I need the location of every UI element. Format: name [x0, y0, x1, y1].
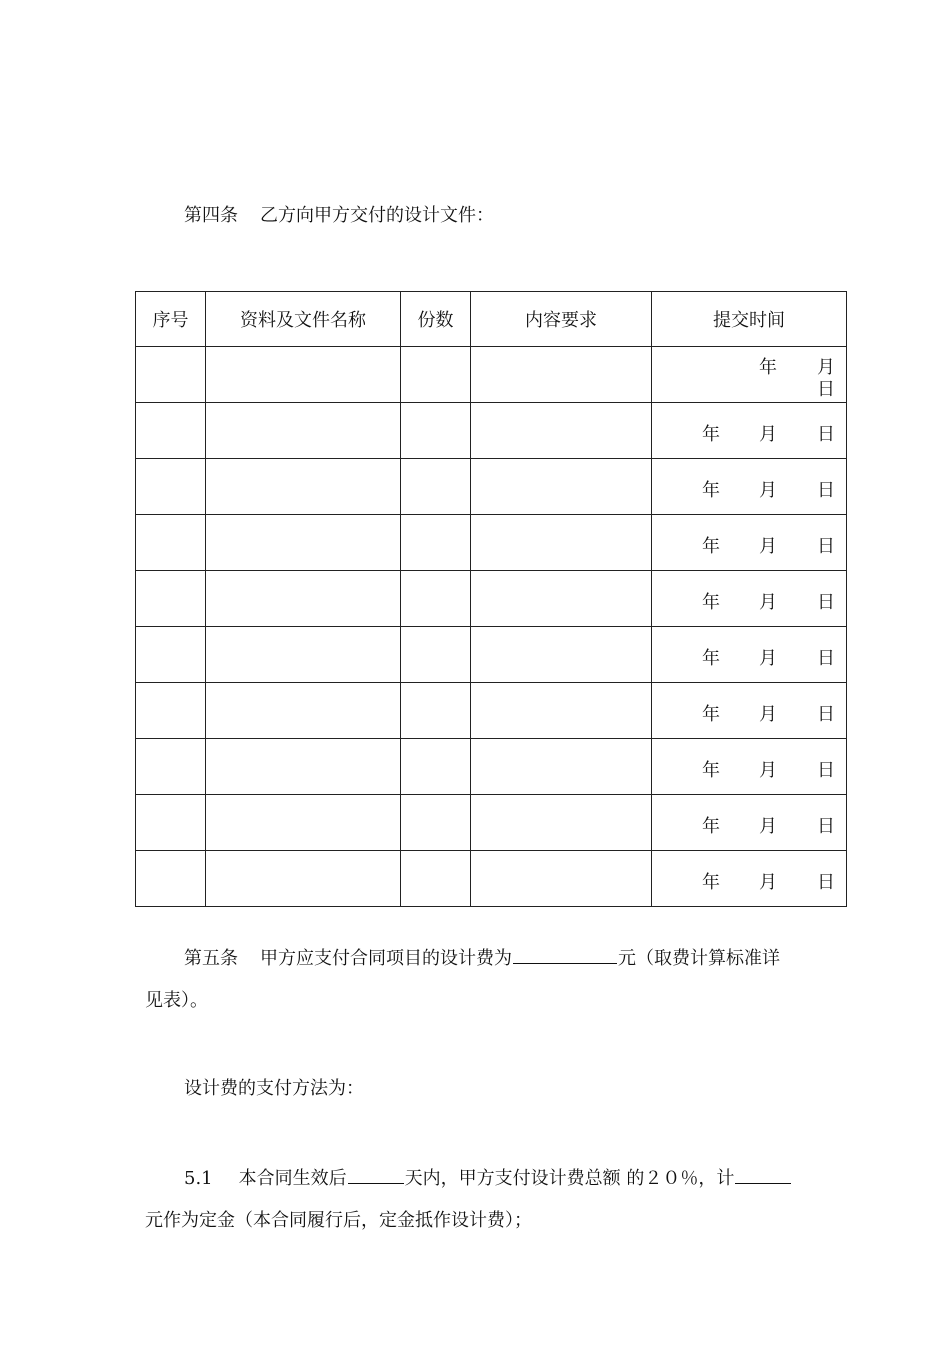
cell-copies[interactable]: [401, 795, 471, 851]
header-file-name: 资料及文件名称: [206, 292, 401, 347]
cell-file-name[interactable]: [206, 403, 401, 459]
date-month-label: 月: [759, 760, 777, 781]
cell-serial[interactable]: [136, 627, 206, 683]
deposit-amount-blank[interactable]: [735, 1165, 791, 1184]
date-month-label: 月: [759, 648, 777, 669]
date-year-label: 年: [702, 648, 720, 669]
cell-submission-time[interactable]: [652, 851, 847, 907]
cell-copies[interactable]: [401, 739, 471, 795]
article-5-label: 第五条: [184, 948, 238, 969]
clause-5-1-line2: 元作为定金（本合同履行后，定金抵作设计费）；: [145, 1210, 532, 1231]
cell-copies[interactable]: [401, 347, 471, 403]
cell-serial[interactable]: [136, 459, 206, 515]
cell-submission-time[interactable]: [652, 515, 847, 571]
cell-serial[interactable]: [136, 571, 206, 627]
cell-file-name[interactable]: [206, 347, 401, 403]
date-day-label: 日: [817, 592, 835, 613]
cell-submission-time[interactable]: [652, 347, 847, 403]
date-day-label: 日: [817, 704, 835, 725]
cell-content-requirements[interactable]: [471, 851, 652, 907]
date-field: [652, 851, 846, 906]
article-5-text-after: 元（取费计算标准详: [618, 948, 780, 969]
table-row: [136, 571, 847, 627]
cell-file-name[interactable]: [206, 627, 401, 683]
date-year-label: 年: [702, 704, 720, 725]
date-year-label: 年: [702, 592, 720, 613]
days-blank[interactable]: [348, 1165, 404, 1184]
table-body: [136, 347, 847, 907]
table-row: [136, 347, 847, 403]
cell-copies[interactable]: [401, 459, 471, 515]
cell-content-requirements[interactable]: [471, 683, 652, 739]
article-5-line2: 见表）。: [145, 990, 208, 1011]
cell-content-requirements[interactable]: [471, 795, 652, 851]
date-month-label: 月: [759, 704, 777, 725]
cell-content-requirements[interactable]: [471, 347, 652, 403]
date-year-label: 年: [702, 424, 720, 445]
header-serial: 序号: [136, 292, 206, 347]
cell-content-requirements[interactable]: [471, 403, 652, 459]
cell-submission-time[interactable]: [652, 795, 847, 851]
date-month-label: 月: [759, 424, 777, 445]
table-row: [136, 683, 847, 739]
cell-copies[interactable]: [401, 851, 471, 907]
table-row: [136, 627, 847, 683]
cell-submission-time[interactable]: [652, 571, 847, 627]
payment-method: 设计费的支付方法为：: [184, 1078, 364, 1099]
cell-copies[interactable]: [401, 683, 471, 739]
cell-copies[interactable]: [401, 571, 471, 627]
date-year-label: 年: [702, 872, 720, 893]
date-day-label: 日: [817, 760, 835, 781]
date-month-label: 月: [759, 536, 777, 557]
date-day-label: 日: [817, 424, 835, 445]
date-day-label: 日: [817, 536, 835, 557]
design-fee-blank[interactable]: [513, 945, 617, 964]
date-month-label: 月: [817, 357, 835, 378]
date-field: [652, 683, 846, 738]
header-copies: 份数: [401, 292, 471, 347]
cell-content-requirements[interactable]: [471, 459, 652, 515]
clause-5-1-part1: 本合同生效后: [238, 1168, 347, 1189]
date-field: [652, 403, 846, 458]
cell-submission-time[interactable]: [652, 739, 847, 795]
table-row: [136, 851, 847, 907]
date-day-label: 日: [817, 648, 835, 669]
date-month-label: 月: [759, 480, 777, 501]
cell-file-name[interactable]: [206, 515, 401, 571]
article-5: [184, 945, 780, 971]
date-day-label: 日: [817, 816, 835, 837]
date-field: [652, 627, 846, 682]
cell-copies[interactable]: [401, 403, 471, 459]
table-row: [136, 459, 847, 515]
date-field: [652, 515, 846, 570]
cell-serial[interactable]: [136, 403, 206, 459]
cell-copies[interactable]: [401, 627, 471, 683]
header-content-requirements: 内容要求: [471, 292, 652, 347]
cell-content-requirements[interactable]: [471, 739, 652, 795]
cell-file-name[interactable]: [206, 459, 401, 515]
date-field: [652, 795, 846, 850]
article-4: [184, 204, 494, 228]
date-field: [652, 739, 846, 794]
date-year-label: 年: [702, 760, 720, 781]
cell-submission-time[interactable]: [652, 683, 847, 739]
cell-content-requirements[interactable]: [471, 571, 652, 627]
cell-serial[interactable]: [136, 347, 206, 403]
design-files-table: [135, 291, 847, 907]
date-year-label: 年: [702, 816, 720, 837]
table-row: [136, 515, 847, 571]
article-5-text: 甲方应支付合同项目的设计费为: [260, 948, 512, 969]
date-field: [652, 347, 846, 402]
table-header-row: [136, 292, 847, 347]
cell-file-name[interactable]: [206, 851, 401, 907]
cell-content-requirements[interactable]: [471, 627, 652, 683]
date-day-label: 日: [817, 379, 835, 400]
date-month-label: 月: [759, 816, 777, 837]
clause-5-1: [184, 1165, 792, 1191]
cell-submission-time[interactable]: [652, 627, 847, 683]
clause-5-1-part2: 天内，甲方支付设计费总额 的２０％，计: [404, 1168, 735, 1189]
date-year-label: 年: [702, 480, 720, 501]
cell-file-name[interactable]: [206, 683, 401, 739]
header-submission-time: 提交时间: [652, 292, 847, 347]
date-month-label: 月: [759, 872, 777, 893]
date-day-label: 日: [817, 872, 835, 893]
date-year-label: 年: [759, 357, 777, 378]
date-field: [652, 459, 846, 514]
cell-serial[interactable]: [136, 795, 206, 851]
table-row: [136, 795, 847, 851]
cell-submission-time[interactable]: [652, 459, 847, 515]
cell-file-name[interactable]: [206, 571, 401, 627]
cell-file-name[interactable]: [206, 739, 401, 795]
date-field: [652, 571, 846, 626]
cell-file-name[interactable]: [206, 795, 401, 851]
cell-serial[interactable]: [136, 683, 206, 739]
cell-submission-time[interactable]: [652, 403, 847, 459]
article-4-label: 第四条: [184, 205, 238, 226]
cell-copies[interactable]: [401, 515, 471, 571]
date-day-label: 日: [817, 480, 835, 501]
table-row: [136, 403, 847, 459]
article-4-text: 乙方向甲方交付的设计文件：: [260, 205, 494, 226]
cell-serial[interactable]: [136, 515, 206, 571]
clause-5-1-number: 5.1: [184, 1168, 213, 1189]
table-row: [136, 739, 847, 795]
cell-content-requirements[interactable]: [471, 515, 652, 571]
date-year-label: 年: [702, 536, 720, 557]
cell-serial[interactable]: [136, 739, 206, 795]
date-month-label: 月: [759, 592, 777, 613]
cell-serial[interactable]: [136, 851, 206, 907]
